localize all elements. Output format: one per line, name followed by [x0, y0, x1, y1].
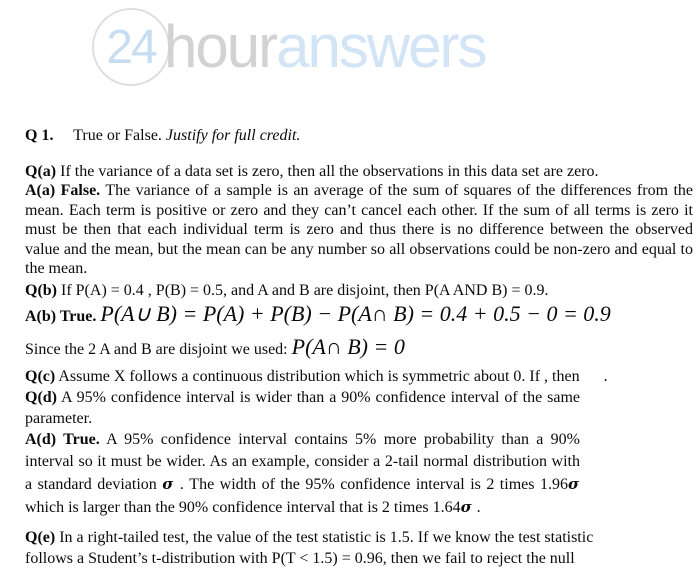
q1-heading-run-1 — [53, 127, 73, 144]
question-c-run-0: Q(c) — [25, 368, 56, 385]
q1-heading-run-3: Justify for full credit. — [165, 127, 301, 144]
answer-d-run-5: which is larger than the 90% confidence interval that is 2 times 1.64 — [25, 498, 461, 516]
question-e — [25, 527, 640, 569]
q1-heading-run-0: Q 1. — [25, 127, 54, 144]
question-c-run-1: Assume X follows a continuous distribution which is symmetric about 0. If , then . — [55, 368, 608, 385]
answer-d — [25, 429, 580, 519]
logo-circle — [92, 8, 170, 86]
answer-d-run-6: σ — [460, 497, 473, 516]
answer-d-run-0: A(d) True. — [25, 430, 100, 448]
answer-a — [25, 181, 693, 279]
answer-b-note-run-0: Since the 2 A and B are disjoint we used: — [25, 341, 292, 358]
answer-b-note — [25, 336, 693, 363]
logo-24houranswers — [92, 8, 486, 86]
answer-d-run-2: σ — [162, 474, 175, 493]
question-e-run-1: In a right-tailed test, the value of the test statistic is 1.5. If we know the test statistic follows a Student’s t-distribution with P(T < 1.5) = 0.96, then we fail to reject the null — [25, 528, 594, 567]
answer-d-run-4: σ — [567, 474, 581, 493]
question-a — [25, 162, 693, 182]
question-b-run-0: Q(b) — [25, 281, 57, 299]
question-c — [25, 367, 693, 387]
answer-a-run-1: The variance of a sample is an average of the sum of squares of the differences from the mean. Each term is positive or zero and they can’t cancel each other. If the sum of all terms is zero it must be then that each individual term is zero and thus there is no difference between the observed value and the mean, but the mean can be any number so all observations could be non-zero and equal to the mean. — [25, 182, 693, 277]
answer-d-run-7: . — [472, 498, 481, 516]
question-d-run-1: A 95% confidence interval is wider than a 90% confidence interval of the same parameter. — [25, 388, 580, 427]
answer-b-run-1: P(A∪ B) = P(A) + P(B) − P(A∩ B) = 0.4 + 0.5 − 0 = 0.9 — [100, 301, 611, 326]
question-a-run-0: Q(a) — [25, 162, 57, 180]
answer-d-run-3: . The width of the 95% confidence interval is 2 times 1.96 — [174, 475, 568, 493]
answer-b-run-0: A(b) True. — [25, 308, 101, 325]
question-a-run-1: If the variance of a data set is zero, then all the observations in this data set are zero. — [56, 162, 599, 180]
document-content — [25, 126, 693, 569]
question-e-run-0: Q(e) — [25, 528, 56, 546]
question-d — [25, 387, 580, 429]
logo-circle-text: 24 — [106, 20, 156, 74]
answer-b — [25, 302, 693, 332]
logo-word-hour: hour — [164, 13, 277, 80]
answer-a-run-0: A(a) False. — [25, 182, 101, 199]
answer-d-run-1: A 95% confidence interval contains 5% more probability than a 90% interval so it must be wider. As an example, consider a 2-tail normal distribution with a standard deviation — [25, 430, 581, 493]
question-b-run-1: If P(A) = 0.4 , P(B) = 0.5, and A and B are disjoint, then P(A AND B) = 0.9. — [57, 281, 549, 299]
question-d-run-0: Q(d) — [25, 388, 57, 406]
logo-word-answers: answers — [276, 13, 486, 80]
answer-b-note-run-1: P(A∩ B) = 0 — [291, 334, 405, 359]
q1-heading-run-2: True or False. — [73, 127, 166, 144]
q1-heading — [25, 126, 693, 146]
question-b — [25, 281, 693, 301]
